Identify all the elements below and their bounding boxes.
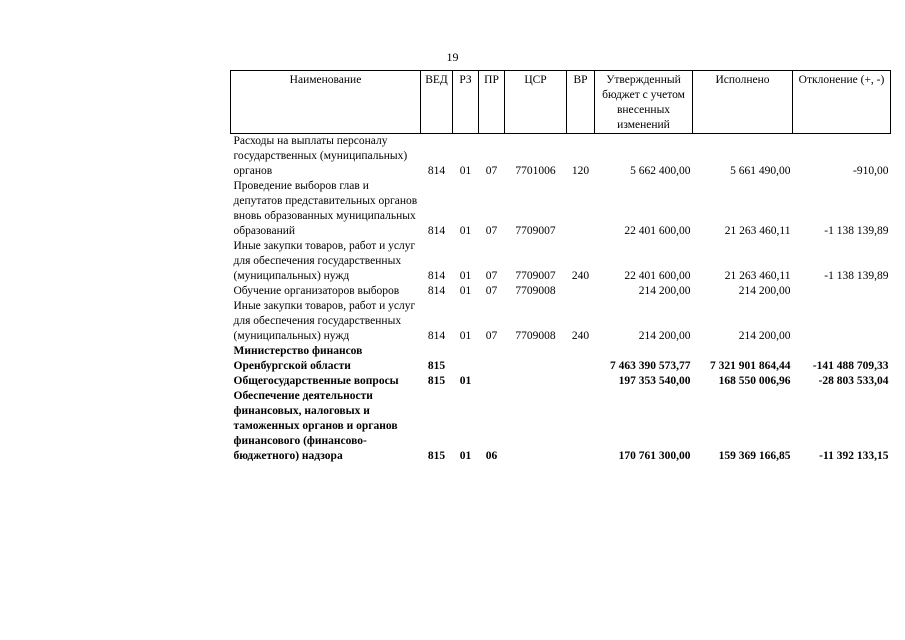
cell-csr [505,389,567,464]
header-name: Наименование [231,71,421,134]
cell-rz: 01 [459,285,472,297]
cell-name: Проведение выборов глав и депутатов представительных органов вновь образованных муниципальных образований [233,180,418,237]
cell-executed: 168 550 006,96 [718,375,791,387]
cell-approved: 5 662 400,00 [630,165,691,177]
cell-vr [567,389,595,464]
cell-name: Обучение организаторов выборов [233,285,400,297]
cell-csr: 7709007 [515,270,556,282]
cell-name: Общегосударственные вопросы [233,375,399,387]
cell-pr [479,374,505,389]
cell-vr: 240 [571,270,590,282]
cell-approved: 22 401 600,00 [624,270,691,282]
cell-rz: 01 [459,450,472,462]
cell-ved: 815 [427,450,446,462]
cell-csr: 7709008 [515,285,556,297]
cell-vr: 240 [571,330,590,342]
table-row [231,389,891,464]
budget-table [230,70,891,464]
header-executed: Исполнено [693,71,793,134]
cell-csr [505,344,567,374]
cell-deviation: -1 138 139,89 [824,225,889,237]
cell-executed: 214 200,00 [738,330,791,342]
cell-ved: 814 [427,285,446,297]
cell-vr [567,284,595,299]
cell-deviation: -141 488 709,33 [812,360,889,372]
header-pr: ПР [479,71,505,134]
table-row [231,344,891,374]
cell-name: Расходы на выплаты персоналу государственных (муниципальных) органов [233,135,408,177]
table-row [231,239,891,284]
cell-deviation [793,299,891,344]
cell-rz [453,344,479,374]
table-row [231,299,891,344]
cell-executed: 214 200,00 [738,285,791,297]
cell-rz: 01 [459,375,472,387]
cell-approved: 22 401 600,00 [624,225,691,237]
cell-ved: 815 [427,375,446,387]
cell-deviation: -1 138 139,89 [824,270,889,282]
cell-pr [479,344,505,374]
cell-executed: 159 369 166,85 [718,450,791,462]
cell-executed: 7 321 901 864,44 [710,360,791,372]
cell-ved: 814 [427,165,446,177]
cell-pr: 07 [485,330,498,342]
cell-ved: 814 [427,330,446,342]
cell-name: Обеспечение деятельности финансовых, налоговых и таможенных органов и органов финансового (финансово-бюджетного) надзора [233,390,398,462]
cell-deviation: -910,00 [853,165,889,177]
cell-vr [567,374,595,389]
cell-pr: 07 [485,165,498,177]
cell-approved: 170 761 300,00 [618,450,691,462]
header-vr: ВР [567,71,595,134]
cell-executed: 5 661 490,00 [730,165,791,177]
cell-pr: 07 [485,270,498,282]
cell-name: Иные закупки товаров, работ и услуг для обеспечения государственных (муниципальных) нужд [233,240,416,282]
table-row [231,284,891,299]
cell-vr [567,179,595,239]
cell-pr: 07 [485,285,498,297]
header-approved: Утвержденный бюджет с учетом внесенных изменений [595,71,693,134]
header-deviation: Отклонение (+, -) [793,71,891,134]
cell-approved: 214 200,00 [638,330,691,342]
header-ved: ВЕД [421,71,453,134]
cell-csr: 7709008 [515,330,556,342]
cell-deviation: -11 392 133,15 [819,450,889,462]
cell-name: Министерство финансов Оренбургской области [233,345,363,372]
cell-pr: 06 [485,450,498,462]
cell-name: Иные закупки товаров, работ и услуг для обеспечения государственных (муниципальных) нужд [233,300,416,342]
header-csr: ЦСР [505,71,567,134]
cell-ved: 814 [427,270,446,282]
table-row [231,179,891,239]
cell-pr: 07 [485,225,498,237]
cell-vr [567,344,595,374]
table-row [231,374,891,389]
cell-csr [505,374,567,389]
cell-vr: 120 [571,165,590,177]
cell-ved: 815 [427,360,446,372]
cell-rz: 01 [459,225,472,237]
cell-rz: 01 [459,165,472,177]
cell-deviation: -28 803 533,04 [818,375,889,387]
cell-csr: 7709007 [515,225,556,237]
table-row [231,134,891,180]
table-header-row [231,71,891,134]
cell-rz: 01 [459,330,472,342]
page-number: 19 [446,50,459,64]
cell-ved: 814 [427,225,446,237]
cell-approved: 7 463 390 573,77 [610,360,691,372]
cell-rz: 01 [459,270,472,282]
header-rz: РЗ [453,71,479,134]
cell-deviation [793,284,891,299]
cell-executed: 21 263 460,11 [724,270,791,282]
cell-approved: 214 200,00 [638,285,691,297]
cell-executed: 21 263 460,11 [724,225,791,237]
cell-csr: 7701006 [515,165,556,177]
cell-approved: 197 353 540,00 [618,375,691,387]
